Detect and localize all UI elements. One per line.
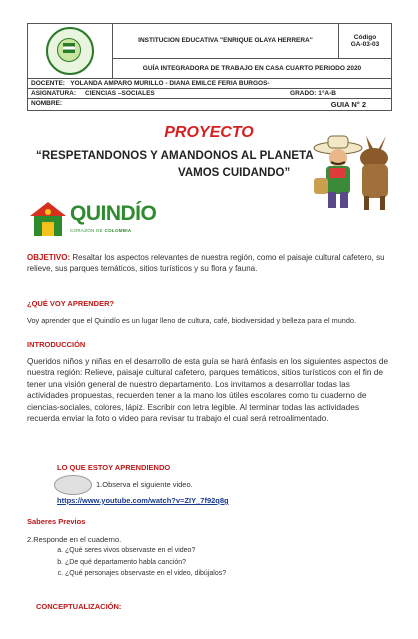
docente-row xyxy=(28,79,392,89)
docente-value: YOLANDA AMPARO MURILLO - DIANA EMILCE FERIA BURGOS- xyxy=(70,80,270,87)
saberes-heading: Saberes Previos xyxy=(27,517,86,526)
grado-label: GRADO: xyxy=(290,90,317,97)
school-seal-cell xyxy=(28,24,113,79)
asignatura-label: ASIGNATURA: xyxy=(31,90,77,97)
guia-number: GUIA N° 2 xyxy=(330,100,366,109)
conceptualizacion-heading: CONCEPTUALIZACIÓN: xyxy=(36,602,122,611)
asignatura-row xyxy=(28,89,392,99)
introduccion-text: Queridos niños y niñas en el desarrollo de esta guía se hará énfasis en los siguientes aspectos de nuestra región: Relieve, paisaje cultural cafetero, parques temáticos, sitios turísticos con el fin de tener una visión general de nuestro departamento. Los invitamos a desarrollar todas las actividades propuestas, recuerden tener a la mano los útiles escolares como tu cuaderno de ciencias-sociales, colores, lápiz. Escribir con letra legible. Al terminar todas las actividades recuerda enviar la foto o video para revisar tu trabajo el cual será retroalimentado. xyxy=(27,356,389,424)
code-cell xyxy=(339,24,392,59)
objetivo-paragraph xyxy=(27,252,392,275)
video-thumbnail xyxy=(54,475,92,495)
project-title-line1: “RESPETANDONOS Y AMANDONOS AL PLANETA xyxy=(36,150,314,162)
saberes-instruction: 2.Responde en el cuaderno. xyxy=(27,535,122,544)
quindio-tagline: CORAZÓN DE COLOMBIA xyxy=(70,228,132,233)
nombre-row xyxy=(28,99,392,111)
institution-name: INSTITUCION EDUCATIVA "ENRIQUE OLAYA HERRERA" xyxy=(113,24,339,59)
quindio-house-icon xyxy=(28,200,68,240)
project-heading: PROYECTO xyxy=(164,124,254,141)
docente-label: DOCENTE: xyxy=(31,80,65,87)
objetivo-label: OBJETIVO: xyxy=(27,253,71,262)
objetivo-text: Resaltar los aspectos relevantes de nuestra región, como el paisaje cultural cafetero, su relieve, sus parques temáticos, sitios turísticos y su flora y fauna. xyxy=(27,253,385,274)
quindio-logo-text: QUINDÍO xyxy=(70,202,157,225)
aprender-heading: ¿QUÉ VOY APRENDER? xyxy=(27,299,115,308)
guide-title: GUÍA INTEGRADORA DE TRABAJO EN CASA CUARTO PERIODO 2020 xyxy=(113,58,392,78)
questions-list xyxy=(27,545,226,580)
header-table xyxy=(27,23,392,111)
coffee-farmer-illustration xyxy=(300,128,400,214)
grado-value: 1°A-B xyxy=(318,90,336,97)
aprender-text: Voy aprender que el Quindío es un lugar lleno de cultura, café, biodiversidad y belleza para el mundo. xyxy=(27,316,356,325)
question-item: a. ¿Qué seres vivos observaste en el video? xyxy=(65,545,226,557)
asignatura-value: CIENCIAS –SOCIALES xyxy=(85,90,155,97)
nombre-label: NOMBRE: xyxy=(31,100,63,107)
introduccion-heading: INTRODUCCIÓN xyxy=(27,340,86,349)
code-label: Código xyxy=(353,33,377,41)
question-item: b. ¿De qué departamento habla canción? xyxy=(65,557,226,569)
project-title-line2: VAMOS CUIDANDO” xyxy=(178,167,291,179)
aprendiendo-heading: LO QUE ESTOY APRENDIENDO xyxy=(57,463,171,472)
code-value: GA-03-03 xyxy=(350,40,380,48)
school-seal-logo xyxy=(46,27,94,75)
aprendiendo-step: 1.Observa el siguiente video. xyxy=(96,480,193,489)
question-item: c. ¿Qué personajes observaste en el video, dibújalos? xyxy=(65,568,226,580)
video-link[interactable]: https://www.youtube.com/watch?v=ZIY_7f92q8g xyxy=(57,496,229,505)
